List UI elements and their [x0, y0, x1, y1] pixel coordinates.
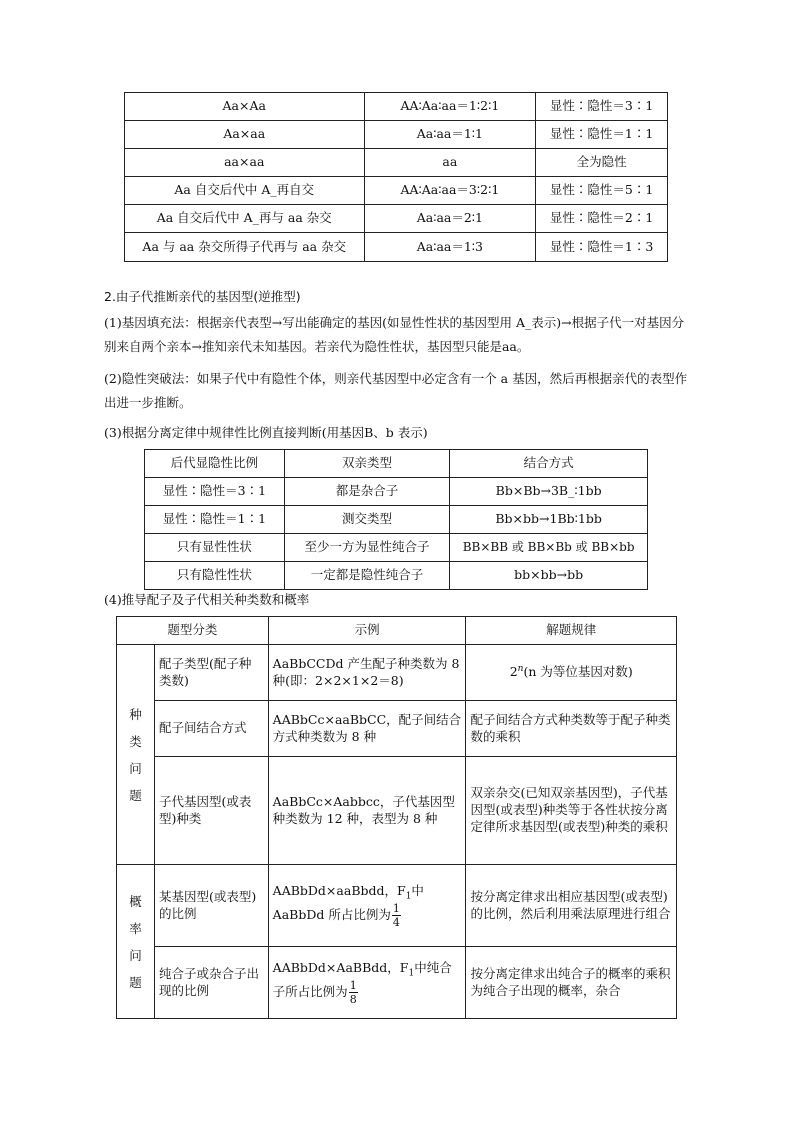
table-cell: Aa∶aa＝1∶1 [364, 121, 536, 149]
example-text: 中纯合子所占比例为 [272, 960, 452, 999]
example-text: 中 [411, 883, 424, 899]
table-cell: 只有显性性状 [145, 534, 285, 562]
table-cell: Bb×Bb→3B_∶1bb [450, 478, 648, 506]
table-cell: 配子间结合方式 [154, 701, 268, 757]
table-row [145, 478, 648, 506]
column-header: 结合方式 [450, 450, 648, 478]
table-cell [268, 947, 466, 1019]
table-row [125, 233, 668, 262]
table-cell: 双亲杂交(已知双亲基因型)，子代基因型(或表型)种类等于各性状按分离定律所求基因型(或表型)种类的乘积 [466, 757, 677, 865]
section-heading: 2.由子代推断亲代的基因型(逆推型) [104, 289, 301, 304]
fraction-numerator: 1 [392, 901, 400, 915]
group-label-char: 种 [129, 706, 142, 722]
table-row [117, 757, 677, 865]
group-label-char: 问 [129, 760, 142, 776]
table-cell: AA∶Aa∶aa＝3∶2∶1 [364, 177, 536, 205]
table-cell: 按分离定律求出纯合子的概率的乘积为纯合子出现的概率，杂合 [466, 947, 677, 1019]
table-cell: 某基因型(或表型)的比例 [154, 865, 268, 947]
group-label-char: 概 [129, 893, 142, 909]
table-cell: AA∶Aa∶aa＝1∶2∶1 [364, 93, 536, 121]
table-cell: BB×BB 或 BB×Bb 或 BB×bb [450, 534, 648, 562]
column-header: 示例 [268, 617, 466, 645]
table-cell: 全为隐性 [536, 149, 668, 177]
table-cell: 配子间结合方式种类数等于配子种类数的乘积 [466, 701, 677, 757]
table-row [117, 947, 677, 1019]
table-row [117, 645, 677, 701]
genotype-ratio-table [124, 92, 668, 262]
table-cell [466, 645, 677, 701]
example-text: AABbDd×aaBbdd，F [272, 883, 406, 899]
fraction-denominator: 8 [349, 992, 357, 1006]
table-cell: 按分离定律求出相应基因型(或表型)的比例，然后利用乘法原理进行组合 [466, 865, 677, 947]
table-cell: 都是杂合子 [284, 478, 450, 506]
table-cell: Aa×aa [125, 121, 365, 149]
table-cell: 显性∶隐性＝2∶1 [536, 205, 668, 233]
column-header: 后代显隐性比例 [145, 450, 285, 478]
group-label-char: 问 [129, 947, 142, 963]
table-cell: Aa 与 aa 杂交所得子代再与 aa 杂交 [125, 233, 365, 262]
subscript: 1 [408, 968, 415, 979]
table-header-row [117, 617, 677, 645]
table-cell: 至少一方为显性纯合子 [284, 534, 450, 562]
rule-text: (n 为等位基因对数) [523, 664, 633, 680]
example-text: AaBbDd 所占比例为 [272, 906, 391, 922]
table-cell: 显性∶隐性＝1∶3 [536, 233, 668, 262]
subscript: 1 [405, 891, 412, 902]
table-cell: AABbCc×aaBbCC，配子间结合方式种类数为 8 种 [268, 701, 466, 757]
table-header-row [145, 450, 648, 478]
paragraph-gene-filling: (1)基因填充法：根据亲代表型→写出能确定的基因(如显性性状的基因型用 A_表示)→根据子代一对基因分别来自两个亲本→推知亲代未知基因。若亲代为隐性性状，基因型只能是aa。 [104, 315, 685, 354]
table-cell: 测交类型 [284, 506, 450, 534]
table-row [145, 534, 648, 562]
rule-base: 2 [509, 664, 518, 680]
fraction [392, 903, 401, 928]
table-cell: AaBbCCDd 产生配子种类数为 8 种(即：2×2×1×2＝8) [268, 645, 466, 701]
fraction-numerator: 1 [349, 978, 357, 992]
rule-exponent: n [517, 664, 524, 675]
column-header: 双亲类型 [284, 450, 450, 478]
table-cell: 纯合子或杂合子出现的比例 [154, 947, 268, 1019]
table-cell: 子代基因型(或表型)种类 [154, 757, 268, 865]
column-header: 题型分类 [117, 617, 269, 645]
table-cell: Aa∶aa＝1∶3 [364, 233, 536, 262]
table-row [125, 121, 668, 149]
group-label-char: 类 [129, 733, 142, 749]
table-cell: aa×aa [125, 149, 365, 177]
table-cell: Aa∶aa＝2∶1 [364, 205, 536, 233]
fraction-denominator: 4 [392, 915, 400, 929]
example-text: AABbDd×AaBBdd，F [272, 960, 409, 976]
table-cell: 显性∶隐性＝1∶1 [145, 506, 285, 534]
table-row [145, 562, 648, 590]
section-heading: (4)推导配子及子代相关种类数和概率 [104, 592, 310, 607]
table-row [145, 506, 648, 534]
table-cell: Bb×bb→1Bb∶1bb [450, 506, 648, 534]
table-row [125, 177, 668, 205]
table-row [125, 205, 668, 233]
table-cell: Aa 自交后代中 A_再与 aa 杂交 [125, 205, 365, 233]
table-cell: Aa×Aa [125, 93, 365, 121]
table-cell: 显性∶隐性＝3∶1 [145, 478, 285, 506]
fraction [349, 980, 358, 1005]
offspring-ratio-table [144, 449, 648, 590]
table-cell: 配子类型(配子种类数) [154, 645, 268, 701]
group-label-char: 率 [129, 920, 142, 936]
table-row [117, 865, 677, 947]
group-label-char: 题 [129, 974, 142, 990]
group-label-char: 题 [129, 787, 142, 803]
paragraph-recessive-breakthrough: (2)隐性突破法：如果子代中有隐性个体，则亲代基因型中必定含有一个 a 基因，然后再根据亲代的表型作出进一步推断。 [104, 371, 688, 410]
group-label-probability [117, 865, 155, 1019]
table-cell: Aa 自交后代中 A_再自交 [125, 177, 365, 205]
table-cell: 显性∶隐性＝5∶1 [536, 177, 668, 205]
gamete-probability-table [116, 616, 677, 1019]
table-row [125, 93, 668, 121]
group-label-kind [117, 645, 155, 865]
paragraph-ratio-judgement: (3)根据分离定律中规律性比例直接判断(用基因B、b 表示) [104, 425, 428, 440]
table-cell: 一定都是隐性纯合子 [284, 562, 450, 590]
table-row [125, 149, 668, 177]
table-row [117, 701, 677, 757]
table-cell: bb×bb→bb [450, 562, 648, 590]
table-cell [268, 865, 466, 947]
table-cell: AaBbCc×Aabbcc，子代基因型种类数为 12 种，表型为 8 种 [268, 757, 466, 865]
column-header: 解题规律 [466, 617, 677, 645]
table-cell: 只有隐性性状 [145, 562, 285, 590]
table-cell: 显性∶隐性＝3∶1 [536, 93, 668, 121]
table-cell: aa [364, 149, 536, 177]
table-cell: 显性∶隐性＝1∶1 [536, 121, 668, 149]
